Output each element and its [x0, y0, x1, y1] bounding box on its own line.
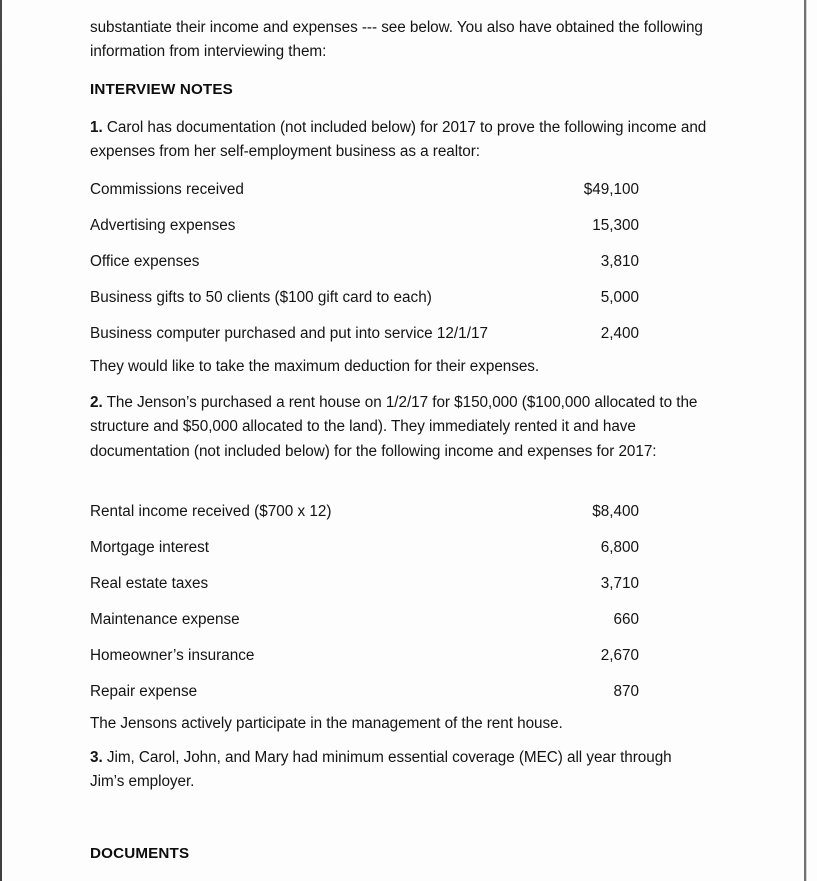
rental-row-label: Real estate taxes	[90, 575, 209, 592]
rental-row-label: Homeowner’s insurance	[90, 647, 255, 664]
business-deduction-note: They would like to take the maximum deduction for their expenses.	[90, 358, 540, 375]
rental-row-value: 6,800	[600, 539, 639, 556]
rental-row-label: Repair expense	[90, 683, 198, 700]
table-row	[90, 674, 639, 710]
business-row-value: $49,100	[583, 181, 639, 198]
item-3-number: 3.	[90, 749, 103, 766]
rental-row-label: Rental income received ($700 x 12)	[90, 503, 332, 520]
table-row	[90, 530, 639, 566]
rental-row-label: Maintenance expense	[90, 611, 240, 628]
heading-interview-notes: INTERVIEW NOTES	[90, 81, 233, 98]
business-row-label: Business gifts to 50 clients ($100 gift card to each)	[90, 289, 432, 306]
table-row	[90, 316, 639, 352]
business-row-label: Commissions received	[90, 181, 244, 198]
table-row	[90, 244, 639, 280]
table-row	[90, 280, 639, 316]
business-row-label: Advertising expenses	[90, 217, 236, 234]
table-row	[90, 208, 639, 244]
table-row	[90, 566, 639, 602]
table-row	[90, 494, 639, 530]
rental-row-label: Mortgage interest	[90, 539, 210, 556]
heading-documents: DOCUMENTS	[90, 845, 190, 862]
numbered-item-3	[90, 746, 690, 795]
item-3-text: Jim, Carol, John, and Mary had minimum essential coverage (MEC) all year through Jim’s employer.	[90, 749, 672, 791]
table-row	[90, 602, 639, 638]
rental-income-expense-table	[90, 494, 639, 710]
table-row	[90, 638, 639, 674]
lead-in-paragraph: substantiate their income and expenses --- see below. You also have obtained the following information from interviewing them:	[90, 19, 703, 61]
rental-row-value: 870	[613, 683, 639, 700]
item-2-text: The Jenson’s purchased a rent house on 1/2/17 for $150,000 ($100,000 allocated to the structure and $50,000 allocated to the land). They immediately rented it and have documentation (not included below) for the following income and expenses for 2017:	[90, 394, 698, 460]
business-income-expense-table	[90, 172, 639, 352]
numbered-item-2	[90, 391, 710, 464]
item-1-text: Carol has documentation (not included below) for 2017 to prove the following income and expenses from her self-employment business as a realtor:	[90, 119, 707, 161]
table-row	[90, 172, 639, 208]
business-row-value: 15,300	[592, 217, 639, 234]
business-row-value: 5,000	[600, 289, 639, 306]
business-row-value: 2,400	[600, 325, 639, 342]
rental-row-value: 660	[613, 611, 639, 628]
business-row-value: 3,810	[600, 253, 639, 270]
numbered-item-1	[90, 116, 712, 165]
business-row-label: Business computer purchased and put into service 12/1/17	[90, 325, 488, 342]
rental-row-value: 3,710	[600, 575, 639, 592]
rental-row-value: $8,400	[592, 503, 639, 520]
business-row-label: Office expenses	[90, 253, 200, 270]
rental-participation-note: The Jensons actively participate in the management of the rent house.	[90, 715, 563, 732]
rental-row-value: 2,670	[600, 647, 639, 664]
item-2-number: 2.	[90, 394, 103, 411]
item-1-number: 1.	[90, 119, 103, 136]
